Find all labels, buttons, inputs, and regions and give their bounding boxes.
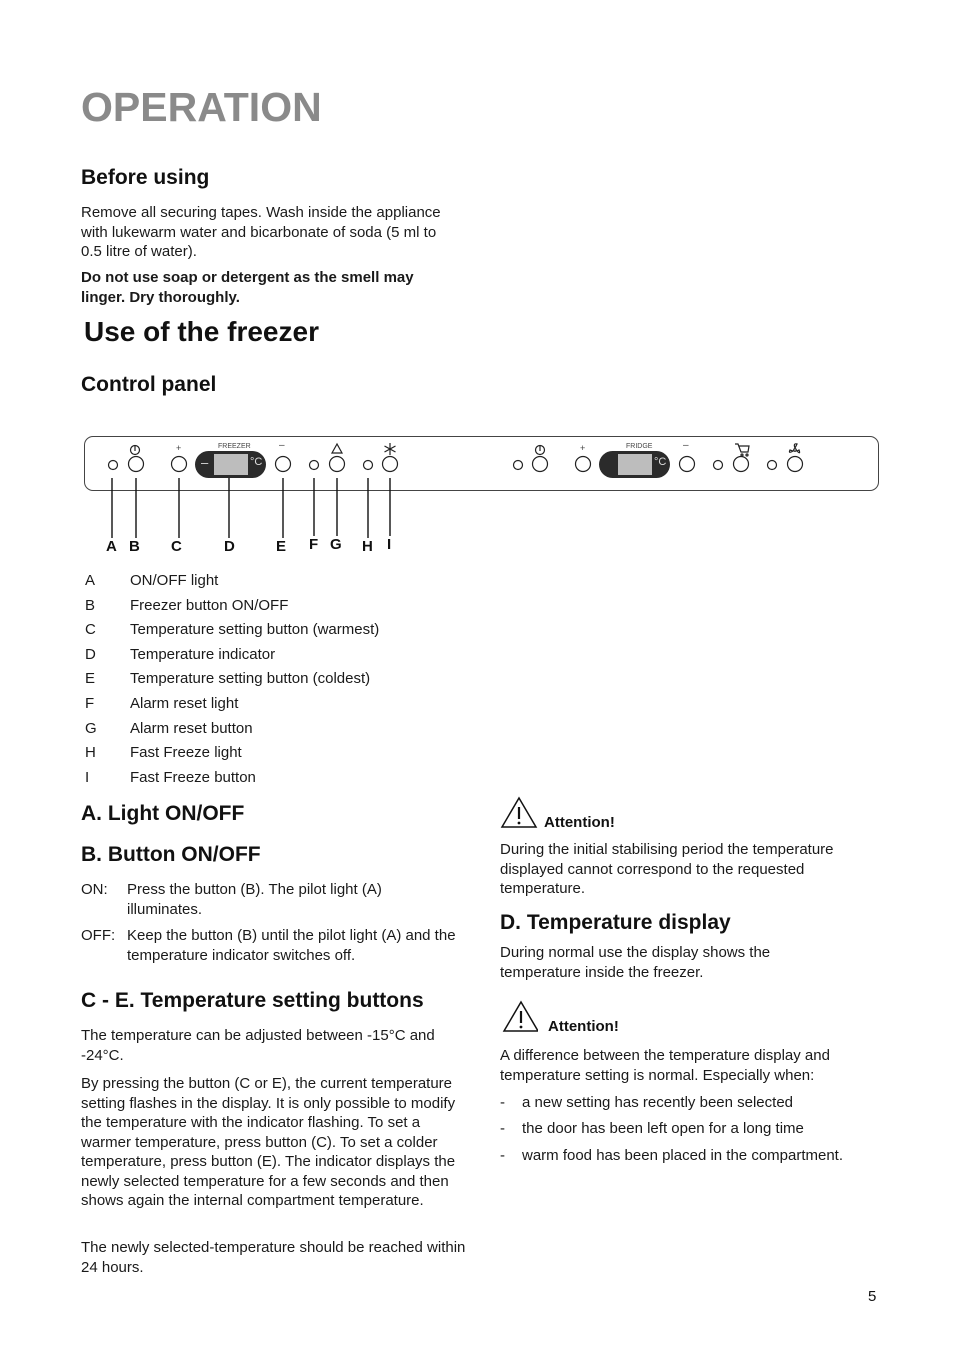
on-off-light	[109, 461, 118, 470]
callout-e: E	[276, 538, 287, 555]
freezer-label: FREEZER	[218, 443, 251, 450]
callout-i: I	[387, 536, 392, 553]
section-b-heading: B. Button ON/OFF	[81, 843, 261, 866]
attention-block-1	[500, 796, 615, 835]
colder-button	[276, 457, 291, 472]
page-title: OPERATION	[81, 84, 322, 130]
fan-icon	[789, 444, 799, 453]
callout-f: F	[309, 536, 319, 553]
callout-b: B	[129, 538, 140, 555]
fridge-label: FRIDGE	[626, 443, 653, 450]
attention-label: Attention!	[544, 814, 615, 831]
freezer-on-off-button	[129, 457, 144, 472]
attention-text-2: A difference between the temperature display and temperature setting is normal. Especially when:	[500, 1047, 830, 1084]
section-ce-para3: The newly selected-temperature should be reached within 24 hours.	[81, 1239, 466, 1276]
page-number: 5	[868, 1288, 877, 1305]
on-key: ON:	[81, 881, 108, 898]
snowflake-icon	[385, 443, 396, 455]
off-text: Keep the button (B) until the pilot light (A) and the temperature indicator switches off.	[127, 927, 456, 964]
before-using-warning: Do not use soap or detergent as the smell may linger. Dry thoroughly.	[81, 269, 414, 306]
celsius-label: °C	[250, 456, 263, 468]
warning-icon	[500, 1000, 538, 1034]
cart-icon	[735, 444, 749, 456]
alarm-icon	[332, 444, 342, 453]
callout-h: H	[362, 538, 373, 555]
alarm-reset-light	[310, 461, 319, 470]
section-ce-heading: C - E. Temperature setting buttons	[81, 989, 424, 1012]
shopping-light	[714, 461, 723, 470]
callout-d: D	[224, 538, 235, 555]
section-ce-para2: By pressing the button (C or E), the current temperature setting flashes in the display. It is only possible to modify the temperature with the indicator flashing. To set a warmer temperature, press button (C). To set a colder temperature, press button (E). The indicator displays the newly selected temperature for a few seconds and then shows again the internal compartment temperature.	[81, 1075, 456, 1209]
display-minus: –	[201, 455, 209, 470]
fridge-on-off-light	[514, 461, 523, 470]
callout-c: C	[171, 538, 182, 555]
section-d-heading: D. Temperature display	[500, 911, 731, 934]
section-ce-para1: The temperature can be adjusted between -15°C and -24°C.	[81, 1027, 435, 1064]
plus-sign: +	[176, 443, 182, 453]
warmer-button	[172, 457, 187, 472]
section-a-heading: A. Light ON/OFF	[81, 802, 245, 825]
warning-icon	[500, 796, 538, 830]
control-panel-svg	[0, 0, 954, 560]
fridge-warmer-button	[576, 457, 591, 472]
fridge-on-off-button	[533, 457, 548, 472]
fridge-minus-sign: –	[683, 440, 689, 451]
freezer-heading: Use of the freezer	[84, 316, 319, 347]
attention-block-2	[500, 1000, 619, 1039]
minus-sign: –	[279, 440, 285, 451]
before-using-heading: Before using	[81, 166, 210, 189]
fridge-plus-sign: +	[580, 443, 586, 453]
callout-a: A	[106, 538, 117, 555]
shopping-button	[734, 457, 749, 472]
fast-freeze-button	[383, 457, 398, 472]
fan-button	[788, 457, 803, 472]
attention-text-1: During the initial stabilising period the temperature displayed cannot correspond to the requested temperature.	[500, 841, 834, 897]
control-panel-heading: Control panel	[81, 373, 217, 396]
section-d-text: During normal use the display shows the temperature inside the freezer.	[500, 944, 771, 981]
on-text: Press the button (B). The pilot light (A) illuminates.	[127, 881, 382, 918]
fridge-colder-button	[680, 457, 695, 472]
attention-label: Attention!	[548, 1018, 619, 1035]
callout-g: G	[330, 536, 342, 553]
off-key: OFF:	[81, 927, 116, 944]
fridge-celsius-label: °C	[654, 456, 667, 468]
fan-light	[768, 461, 777, 470]
before-using-text: Remove all securing tapes. Wash inside the appliance with lukewarm water and bicarbonate of soda (5 ml to 0.5 litre of water).	[81, 204, 441, 260]
alarm-reset-button	[330, 457, 345, 472]
fast-freeze-light	[364, 461, 373, 470]
